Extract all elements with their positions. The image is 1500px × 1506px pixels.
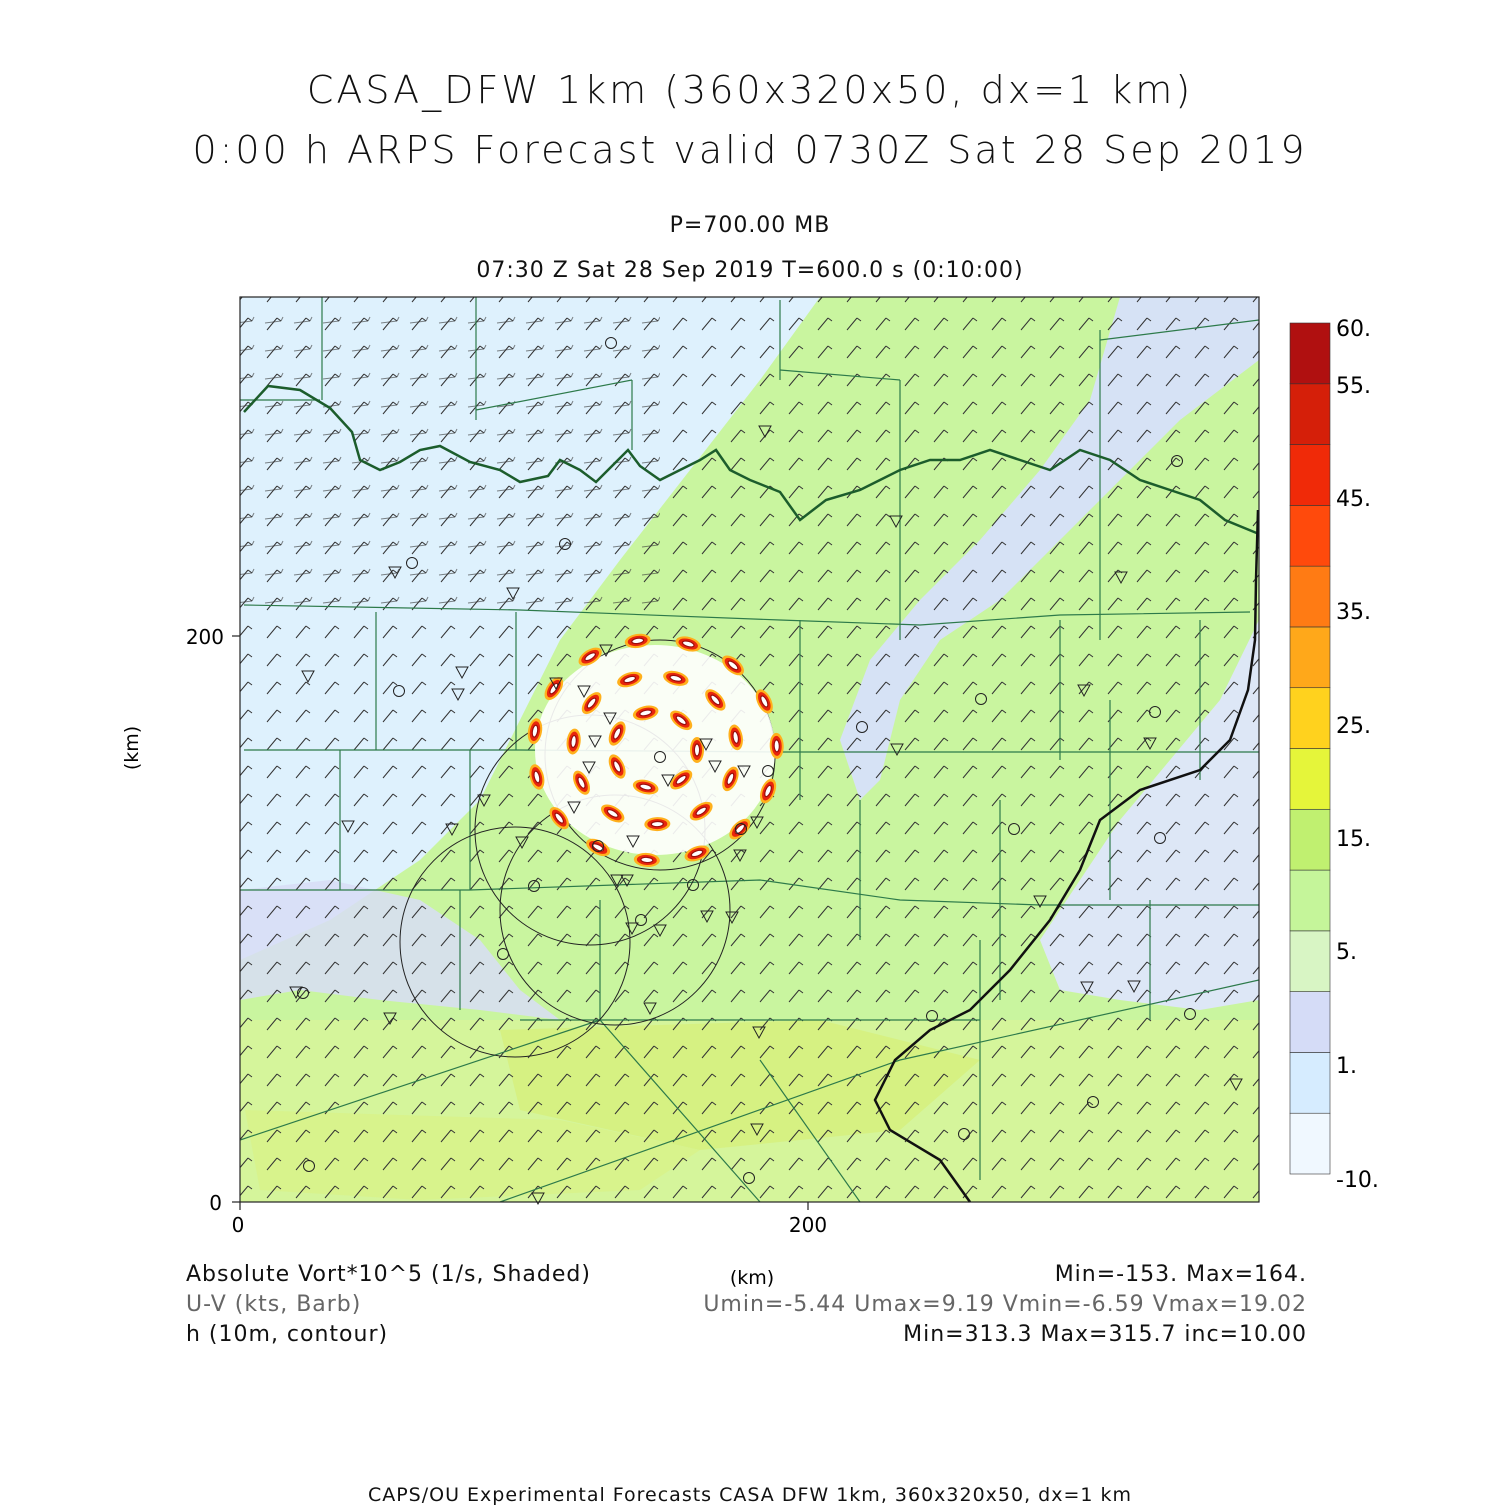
colorbar-swatch (1290, 384, 1330, 445)
y-tick-0: 0 (209, 1191, 222, 1215)
colorbar-label: -10. (1336, 1168, 1379, 1193)
colorbar-label: 55. (1336, 374, 1371, 399)
legend-field-1-stats: Min=-153. Max=164. (1054, 1262, 1307, 1287)
colorbar-swatch (1290, 809, 1330, 870)
colorbar-swatch (1290, 870, 1330, 931)
colorbar-swatch (1290, 992, 1330, 1053)
colorbar-swatch (1290, 749, 1330, 810)
valid-time: 07:30 Z Sat 28 Sep 2019 T=600.0 s (0:10:00) (476, 258, 1024, 283)
colorbar-swatch (1290, 445, 1330, 506)
colorbar-swatch (1290, 1052, 1330, 1113)
colorbar-label: 60. (1336, 317, 1371, 342)
y-tick-200: 200 (185, 625, 224, 649)
colorbar-swatch (1290, 566, 1330, 627)
x-tick-200: 200 (788, 1213, 828, 1237)
colorbar (1290, 317, 1379, 1193)
colorbar-label: 1. (1336, 1054, 1357, 1079)
colorbar-label: 5. (1336, 940, 1357, 965)
legend-field-1: Absolute Vort*10^5 (1/s, Shaded) (186, 1262, 591, 1287)
legend-field-3-stats: Min=313.3 Max=315.7 inc=10.00 (903, 1322, 1307, 1347)
x-tick-0: 0 (231, 1213, 245, 1237)
colorbar-label: 45. (1336, 487, 1371, 512)
colorbar-label: 25. (1336, 714, 1371, 739)
colorbar-swatch (1290, 688, 1330, 749)
colorbar-swatch (1290, 505, 1330, 566)
x-axis-label: (km) (729, 1267, 775, 1289)
footer-credit: CAPS/OU Experimental Forecasts CASA DFW 1km, 360x320x50, dx=1 km (367, 1484, 1133, 1506)
colorbar-swatch (1290, 323, 1330, 384)
colorbar-swatch (1290, 1113, 1330, 1174)
colorbar-label: 35. (1336, 600, 1371, 625)
legend-field-2-stats: Umin=-5.44 Umax=9.19 Vmin=-6.59 Vmax=19.02 (703, 1292, 1307, 1317)
pressure-level: P=700.00 MB (669, 213, 831, 238)
colorbar-swatch (1290, 627, 1330, 688)
legend-field-2: U-V (kts, Barb) (186, 1292, 362, 1317)
legend-field-3: h (10m, contour) (186, 1322, 389, 1347)
colorbar-label: 15. (1336, 827, 1371, 852)
y-axis-label: (km) (121, 725, 143, 771)
colorbar-swatch (1290, 931, 1330, 992)
title-line-2: 0:00 h ARPS Forecast valid 0730Z Sat 28 Sep 2019 (192, 128, 1308, 172)
title-line-1: CASA_DFW 1km (360x320x50, dx=1 km) (306, 68, 1194, 112)
